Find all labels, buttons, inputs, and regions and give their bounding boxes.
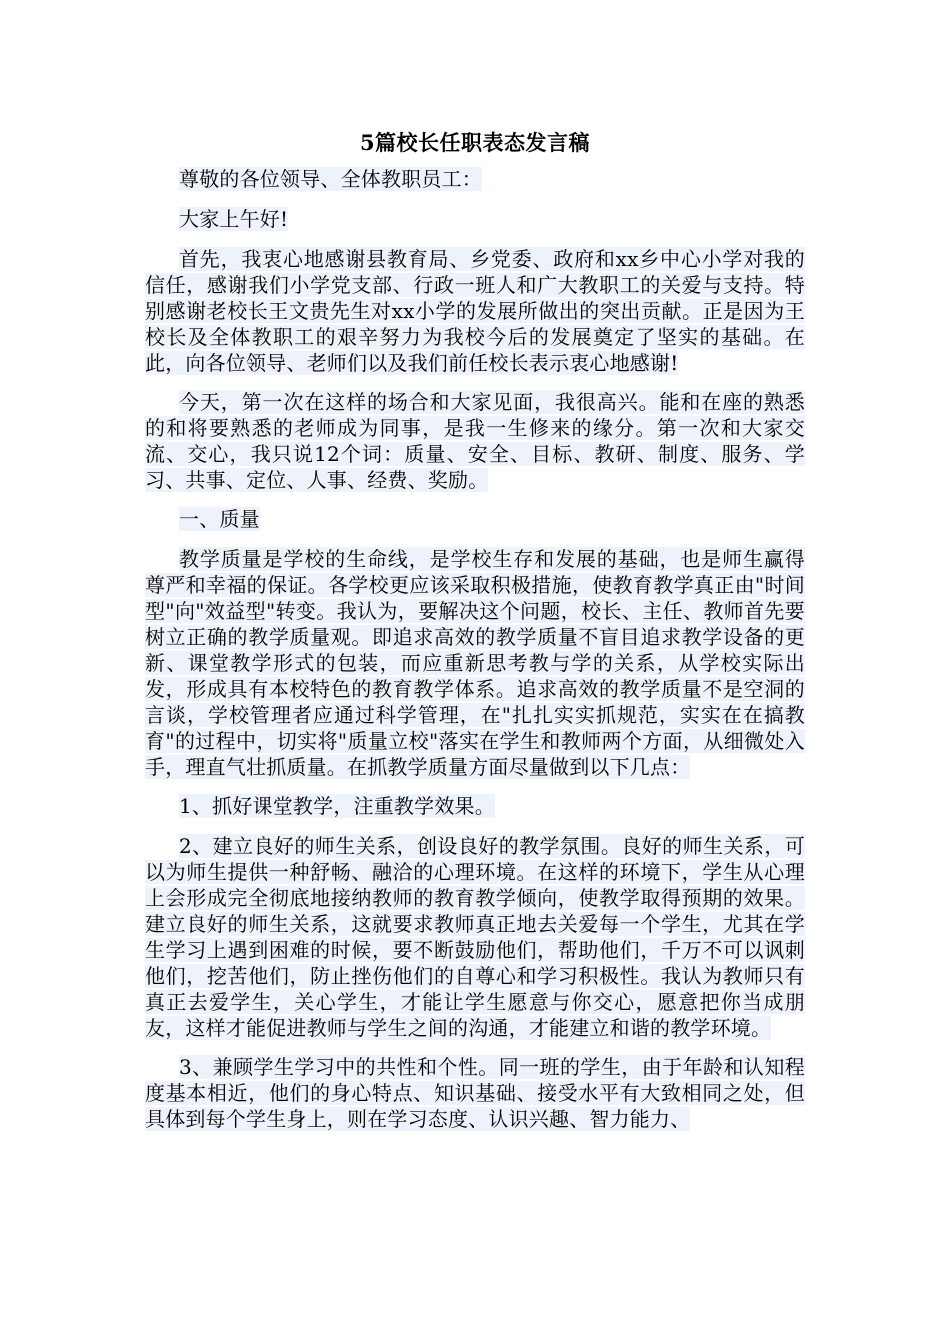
document-page: [145, 128, 805, 1145]
salutation-paragraph: [145, 166, 805, 192]
thanks-paragraph: [145, 246, 805, 376]
paragraph-text: 3、兼顾学生学习中的共性和个性。同一班的学生，由于年龄和认知程度基本相近，他们的身心特点、知识基础、接受水平有大致相同之处，但具体到每个学生身上，则在学习态度、认识兴趣、智力能力、: [145, 1055, 805, 1131]
point-2-paragraph: [145, 833, 805, 1041]
paragraph-text: 大家上午好!: [179, 207, 289, 231]
paragraph-text: 尊敬的各位领导、全体教职员工：: [179, 167, 482, 191]
paragraph-text: 一、质量: [179, 507, 260, 531]
point-1-paragraph: [145, 793, 805, 819]
paragraph-text: 首先，我衷心地感谢县教育局、乡党委、政府和xx乡中心小学对我的信任，感谢我们小学党支部、行政一班人和广大教职工的关爱与支持。特别感谢老校长王文贵先生对xx小学的发展所做出的突出贡献。正是因为王校长及全体教职工的艰辛努力为我校今后的发展奠定了坚实的基础。在此，向各位领导、老师们以及我们前任校长表示衷心地感谢!: [145, 247, 805, 375]
point-3-paragraph: [145, 1054, 805, 1132]
paragraph-text: 1、抓好课堂教学，注重教学效果。: [179, 794, 495, 818]
introduction-paragraph: [145, 389, 805, 493]
document-title: 5篇校长任职表态发言稿: [359, 130, 591, 155]
paragraph-text: 2、建立良好的师生关系，创设良好的教学氛围。良好的师生关系，可以为师生提供一种舒畅、融洽的心理环境。在这样的环境下，学生从心理上会形成完全彻底地接纳教师的教育教学倾向，使教学取得预期的效果。建立良好的师生关系，这就要求教师真正地去关爱每一个学生，尤其在学生学习上遇到困难的时候，要不断鼓励他们，帮助他们，千万不可以讽刺他们，挖苦他们，防止挫伤他们的自尊心和学习积极性。我认为教师只有真正去爱学生，关心学生，才能让学生愿意与你交心，愿意把你当成朋友，这样才能促进教师与学生之间的沟通，才能建立和谐的教学环境。: [145, 834, 805, 1040]
paragraph-text: 教学质量是学校的生命线，是学校生存和发展的基础，也是师生赢得尊严和幸福的保证。各学校更应该采取积极措施，使教育教学真正由"时间型"向"效益型"转变。我认为，要解决这个问题，校长、主任、教师首先要树立正确的教学质量观。即追求高效的教学质量不盲目追求教学设备的更新、课堂教学形式的包装，而应重新思考教与学的关系，从学校实际出发，形成具有本校特色的教育教学体系。追求高效的教学质量不是空洞的言谈，学校管理者应通过科学管理，在"扎扎实实抓规范，实实在在搞教育"的过程中，切实将"质量立校"落实在学生和教师两个方面，从细微处入手，理直气壮抓质量。在抓教学质量方面尽量做到以下几点：: [145, 547, 805, 779]
greeting-paragraph: [145, 206, 805, 232]
section-heading-quality: [145, 506, 805, 532]
paragraph-text: 今天，第一次在这样的场合和大家见面，我很高兴。能和在座的熟悉的和将要熟悉的老师成为同事，是我一生修来的缘分。第一次和大家交流、交心，我只说12个词：质量、安全、目标、教研、制度、服务、学习、共事、定位、人事、经费、奖励。: [145, 390, 805, 492]
quality-paragraph: [145, 546, 805, 780]
